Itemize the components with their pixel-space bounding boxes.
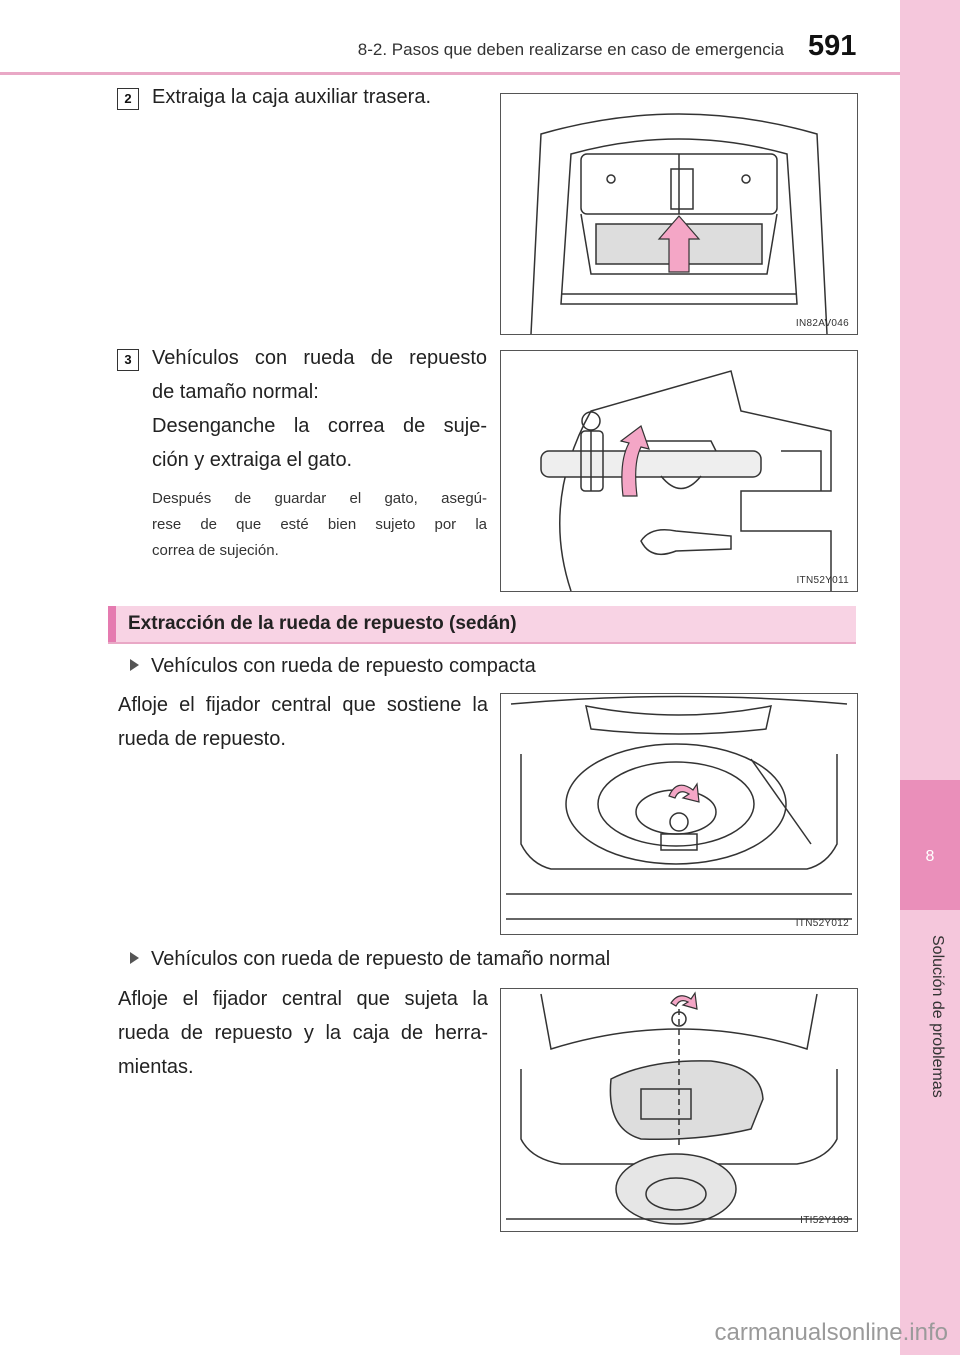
step-3-text — [152, 341, 487, 477]
chapter-title: Solución de problemas — [929, 935, 946, 1098]
step-3-note-line: correa de sujeción. — [152, 542, 279, 559]
step-2-line: Extraiga la caja auxiliar trasera. — [152, 86, 432, 108]
triangle-bullet-icon — [130, 952, 139, 964]
step-3-note-line: rese de que esté bien sujeto por la — [152, 516, 487, 533]
case-1-bullet-text: Vehículos con rueda de repuesto compacta — [151, 655, 536, 677]
step-number-2: 2 — [117, 88, 139, 110]
figure-code: ITN52Y012 — [795, 918, 849, 929]
step-3-line: Vehículos con rueda de repuesto — [152, 347, 487, 369]
loosen-arrow-icon — [671, 993, 697, 1009]
figure-code: IN82AV046 — [795, 318, 849, 329]
compact-spare-tire-illustration — [501, 694, 857, 934]
step-3-note — [152, 486, 487, 564]
figure-step-2 — [500, 93, 858, 335]
header-section-title: 8-2. Pasos que deben realizarse en caso de emergencia — [357, 40, 784, 59]
chapter-number: 8 — [925, 848, 935, 865]
cargo-area-illustration — [501, 94, 857, 334]
case-1-text — [118, 688, 488, 756]
case-2-line: rueda de repuesto y la caja de herra- — [118, 1022, 488, 1044]
figure-case-2 — [500, 988, 858, 1232]
watermark: carmanualsonline.info — [714, 1319, 948, 1346]
case-2-line: Afloje el fijador central que sujeta la — [118, 988, 488, 1010]
jack-storage-illustration — [501, 351, 857, 591]
section-header — [108, 606, 856, 644]
figure-code: ITN52Y011 — [796, 575, 849, 586]
case-2-line: mientas. — [118, 1056, 194, 1078]
case-2-text — [118, 982, 488, 1084]
case-1-bullet — [130, 652, 536, 680]
step-number-3: 3 — [117, 349, 139, 371]
figure-code: ITI52Y103 — [800, 1215, 849, 1226]
header-divider — [0, 72, 900, 75]
loosen-arrow-icon — [669, 784, 699, 802]
step-3-line: de tamaño normal: — [152, 381, 319, 403]
page-number: 591 — [808, 30, 857, 62]
step-2-text — [152, 80, 487, 114]
figure-step-3 — [500, 350, 858, 592]
figure-case-1 — [500, 693, 858, 935]
step-3-note-line: Después de guardar el gato, asegú- — [152, 490, 487, 507]
section-title: Extracción de la rueda de repuesto (sedán) — [128, 613, 517, 634]
chapter-number-block — [900, 780, 960, 910]
case-1-line: Afloje el fijador central que sostiene la — [118, 694, 488, 716]
step-3-line: Desenganche la correa de suje- — [152, 415, 487, 437]
case-1-line: rueda de repuesto. — [118, 728, 286, 750]
full-spare-tire-tool-box-illustration — [501, 989, 857, 1231]
step-3-line: ción y extraiga el gato. — [152, 449, 353, 471]
triangle-bullet-icon — [130, 659, 139, 671]
case-2-bullet-text: Vehículos con rueda de repuesto de tamaño normal — [151, 948, 611, 970]
case-2-bullet — [130, 945, 610, 973]
